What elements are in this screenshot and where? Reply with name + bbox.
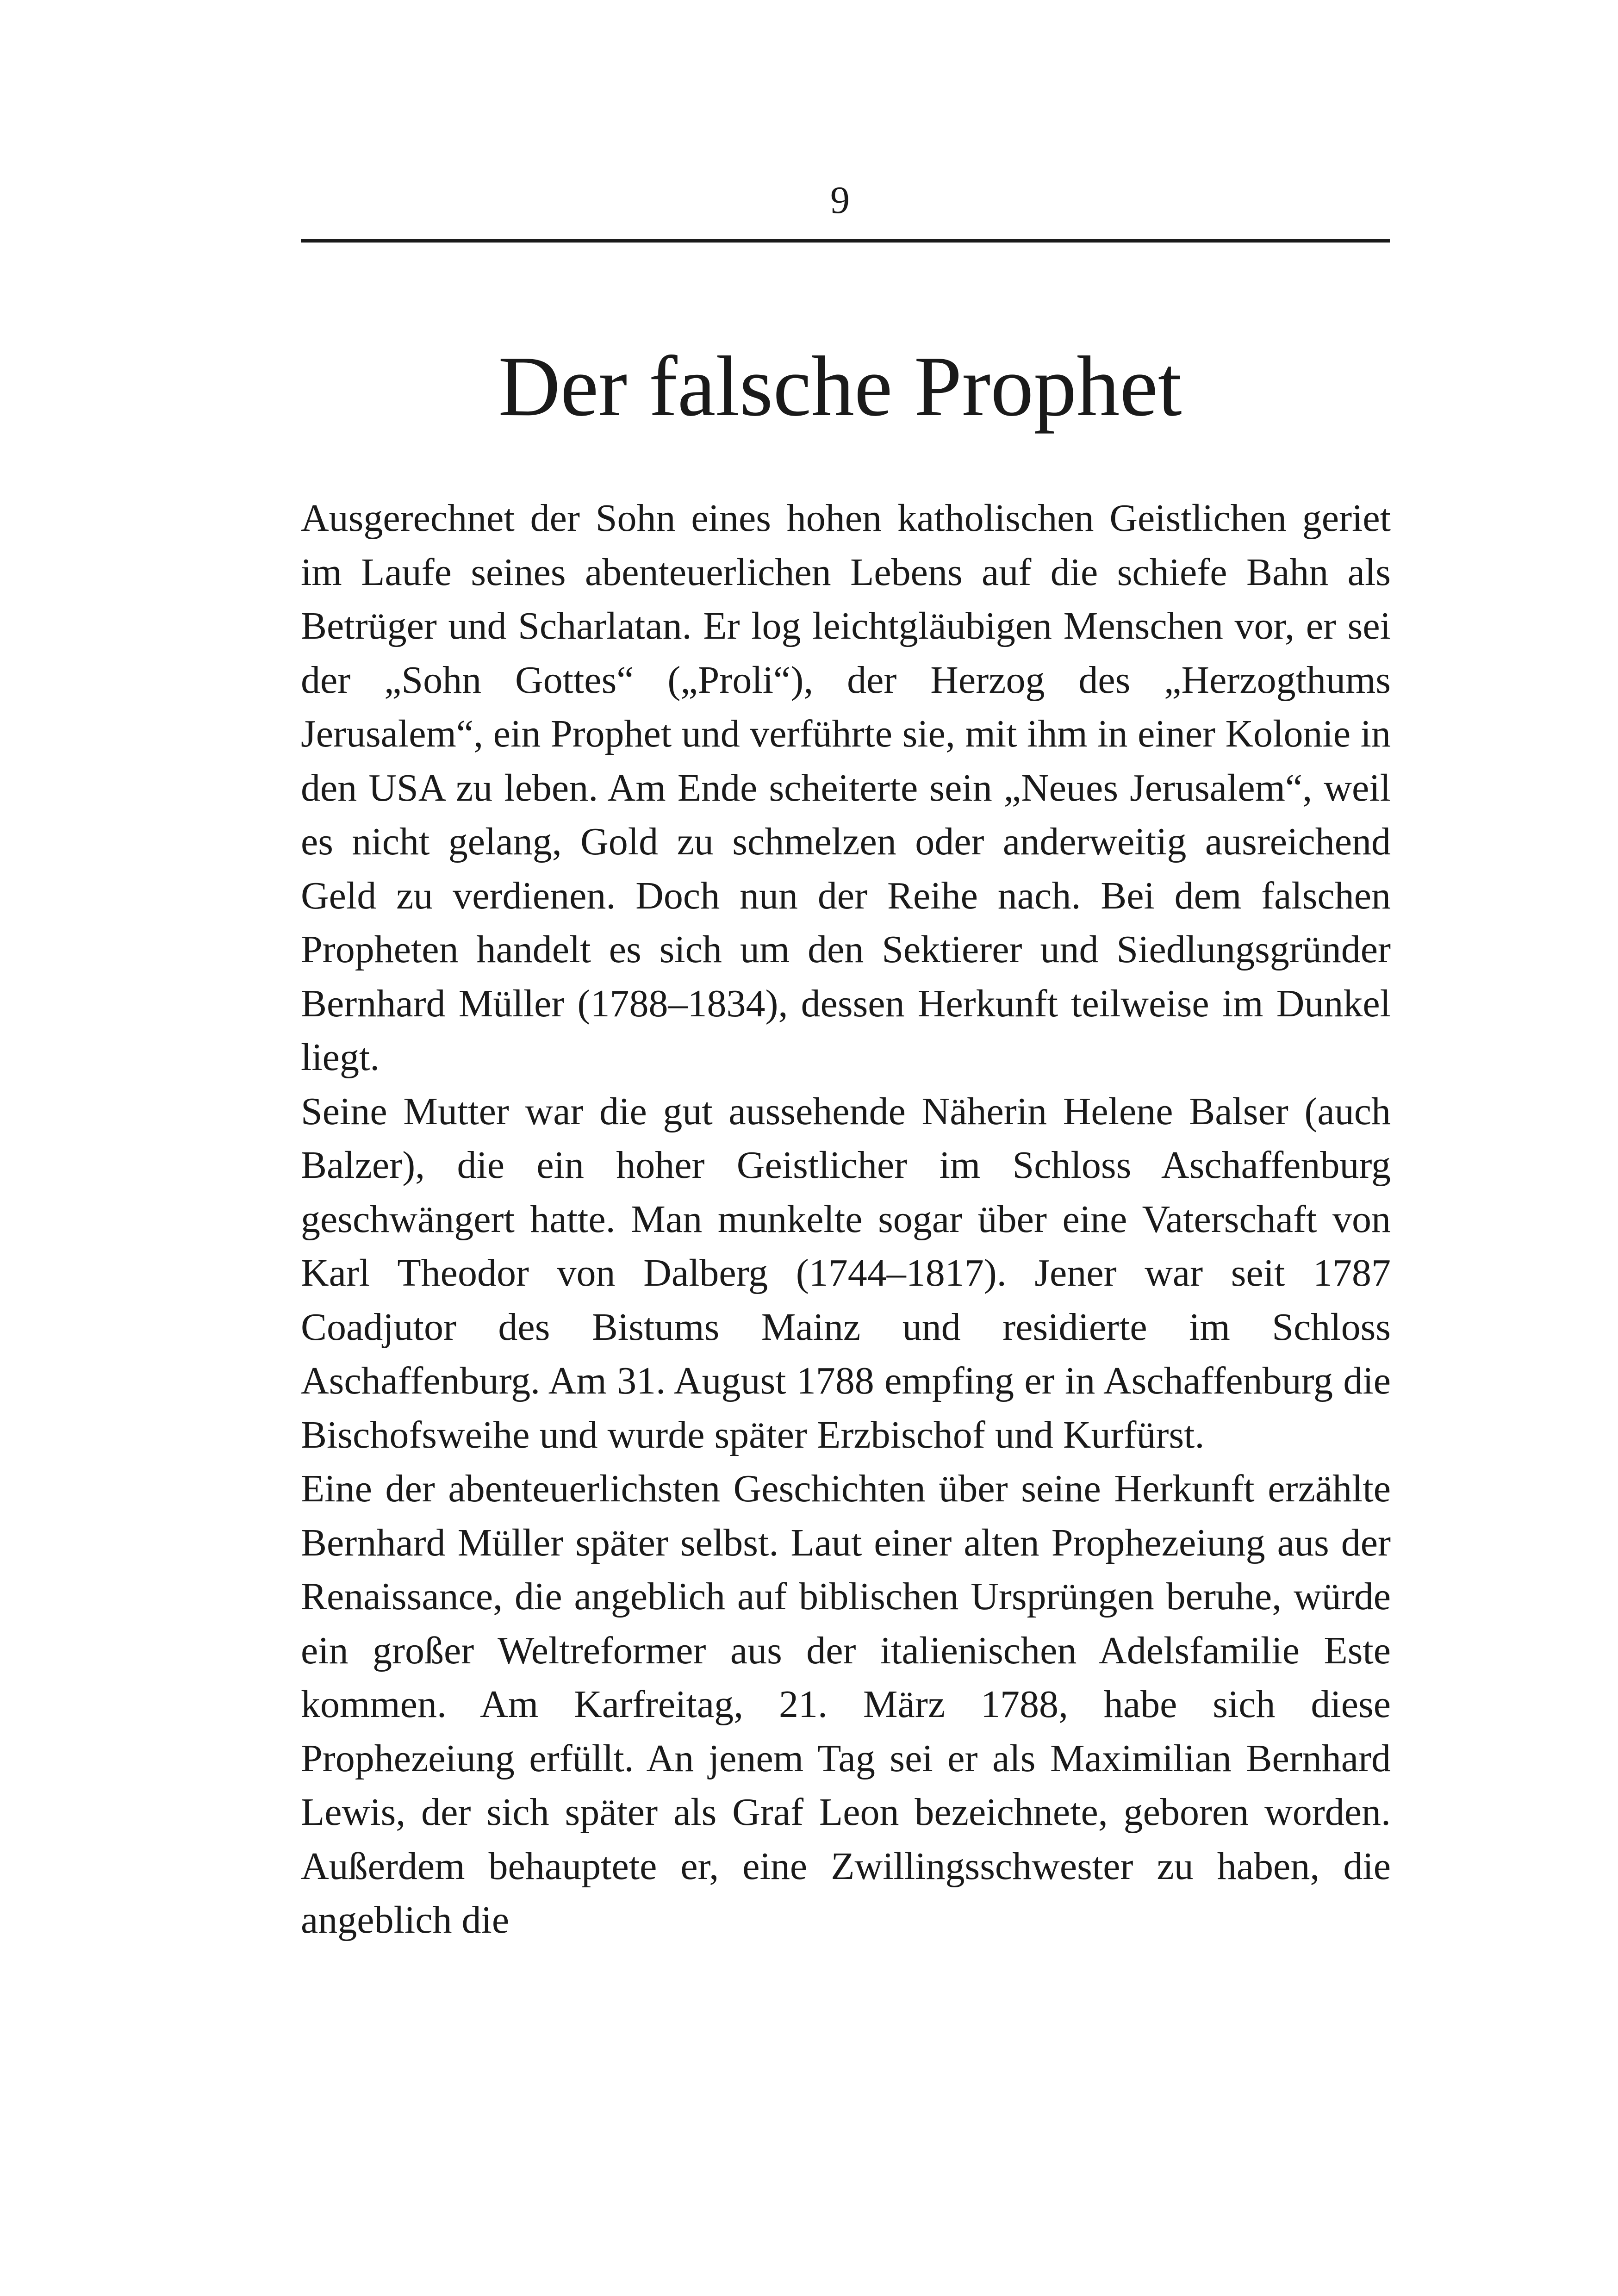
page-number: 9 (830, 179, 850, 222)
paragraph: Seine Mutter war die gut aussehende Näherin Helene Balser (auch Balzer), die ein hoher Geistlicher im Schloss Aschaffenburg geschwängert hatte. Man munkelte sogar über eine Vaterschaft von Karl Theodor von Dalberg (1744–1817). Jener war seit 1787 Coadjutor des Bistums Mainz und residierte im Schloss Aschaffenburg. Am 31. August 1788 empfing er in Aschaffenburg die Bischofsweihe und wurde später Erzbischof und Kurfürst. (301, 1089, 1391, 1456)
header-rule (301, 239, 1390, 243)
body-text (301, 492, 1391, 1948)
paragraph: Eine der abenteuerlichsten Geschichten über seine Herkunft erzählte Bernhard Müller später selbst. Laut einer alten Prophezeiung aus der Renaissance, die angeblich auf biblischen Ursprüngen beruhe, würde ein großer Weltreformer aus der italienischen Adelsfamilie Este kommen. Am Karfreitag, 21. März 1788, habe sich diese Prophezeiung erfüllt. An jenem Tag sei er als Maximilian Bernhard Lewis, der sich später als Graf Leon bezeichnete, geboren worden. Außerdem behauptete er, eine Zwillingsschwester zu haben, die angeblich die (301, 1467, 1391, 1941)
chapter-title: Der falsche Prophet (498, 339, 1182, 434)
paragraph: Ausgerechnet der Sohn eines hohen katholischen Geistlichen geriet im Laufe seines abenteuerlichen Lebens auf die schiefe Bahn als Betrüger und Scharlatan. Er log leichtgläubigen Menschen vor, er sei der „Sohn Gottes“ („Proli“), der Herzog des „Herzogthums Jerusalem“, ein Prophet und verführte sie, mit ihm in einer Kolonie in den USA zu leben. Am Ende scheiterte sein „Neues Jerusalem“, weil es nicht gelang, Gold zu schmelzen oder anderweitig ausreichend Geld zu verdienen. Doch nun der Reihe nach. Bei dem falschen Propheten handelt es sich um den Sektierer und Siedlungsgründer Bernhard Müller (1788–1834), dessen Herkunft teilweise im Dunkel liegt. (301, 497, 1391, 1079)
